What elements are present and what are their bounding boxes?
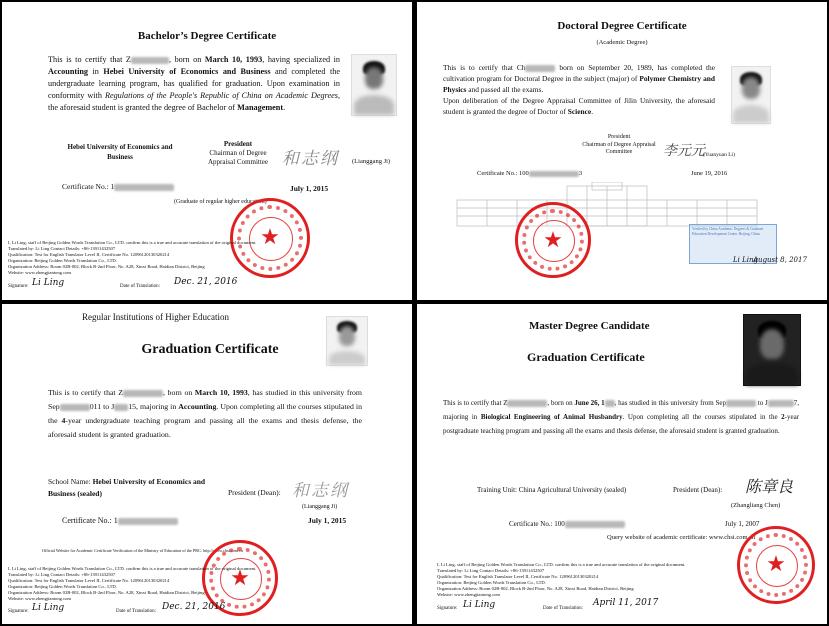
official-website-note: Official Website for Academic Certificate Verification of the Ministry of Education of the PRC: http://www.chsi.com.cn bbox=[42, 548, 243, 553]
certificate-number: Certificate No.: 100 3 bbox=[477, 170, 583, 177]
student-photo bbox=[743, 314, 801, 386]
verification-date: August 8, 2017 bbox=[753, 256, 807, 264]
building-watermark bbox=[447, 182, 767, 230]
issue-date: July 1, 2007 bbox=[725, 520, 760, 528]
graduation-body: This is to certify that Z , born on June 26, 1 , has studied in this university from Sep to J 7, majoring in Biological Engineering of Animal Husbandry. Upon completing all the courses stipulated in the 2-year postgraduate teaching program and passing all the exams and thesis defense, the aforesaid student is granted graduation. bbox=[443, 399, 800, 435]
president-block: President Chairman of Degree Appraisal Committee bbox=[207, 140, 269, 166]
graduation-title: Graduation Certificate bbox=[141, 342, 279, 357]
graduation-title: Graduation Certificate bbox=[527, 350, 645, 364]
verification-stamp: Verified by China Academic Degrees & Graduate Education Development Center. Beijing, China bbox=[689, 224, 777, 264]
doctoral-subtitle: (Academic Degree) bbox=[596, 39, 648, 46]
signature-label: Signature: bbox=[8, 284, 29, 289]
issue-date: June 19, 2016 bbox=[691, 170, 728, 177]
doctoral-title: Doctoral Degree Certificate bbox=[557, 20, 687, 32]
issue-date: July 1, 2015 bbox=[290, 184, 329, 193]
signer-name: (Yuanyuan Li) bbox=[703, 152, 735, 158]
candidate-header: Master Degree Candidate bbox=[529, 320, 650, 332]
bachelor-body: This is to certify that Z , born on March 10, 1993, having specialized in Accounting in Hebei University of Economics and Business and completed the undergraduate learning program, has qualified for graduation. Upon examination in conformity with Regulations of the People's Republic of China on Academic Degrees, the aforesaid student is granted the degree of Bachelor of Management. bbox=[48, 55, 340, 112]
institution-header: Regular Institutions of Higher Education bbox=[82, 312, 229, 322]
redaction bbox=[131, 57, 169, 64]
president-label: President (Dean): bbox=[228, 488, 281, 497]
date-of-translation-label: Date of Translation: bbox=[116, 609, 156, 614]
date-of-translation-label: Date of Translation: bbox=[120, 284, 160, 289]
certificate-number: Certificate No.: 1 bbox=[62, 516, 178, 525]
signature-label: Signature: bbox=[8, 609, 29, 614]
president-signature: 李元元 bbox=[663, 143, 705, 159]
signer-name: (Zhangliang Chen) bbox=[731, 502, 781, 509]
student-photo bbox=[326, 316, 368, 366]
graduation-certificate-panel-2 bbox=[417, 304, 827, 624]
verification-signature: Li Ling bbox=[733, 256, 758, 264]
translator-statement: I, Li Ling, staff of Beijing Golden Words Translation Co., LTD. confirm this is a true and accurate translation of the original document. Translated by: Li Ling Contact Details: +86-13911432507 Qualification: Test for English Translator Level II, Certificate No. 12096120130320214 Organization: Beijing Golden Words Translation Co., LTD. Organization Address: Room 02B-002, Block B-2nd Floor, No. A28, Xinxi Road, Haidian District, Beijing Website: www.zhengjiantong.com bbox=[8, 240, 257, 275]
translation-seal: ★ bbox=[515, 202, 591, 278]
doctoral-certificate-panel bbox=[417, 2, 827, 300]
president-block: President Chairman of Degree Appraisal Committee bbox=[582, 134, 656, 155]
certificate-number: Certificate No.: 100 bbox=[509, 520, 625, 528]
date-of-translation-label: Date of Translation: bbox=[543, 606, 583, 611]
school-name: Hebei University of Economics and Business bbox=[67, 143, 173, 161]
signer-name: (Lianggang Ji) bbox=[302, 504, 338, 510]
school-name-block: School Name: Hebei University of Economics and Business (sealed) bbox=[48, 477, 206, 498]
translator-signature: Li Ling bbox=[463, 600, 496, 610]
graduate-type: (Graduate of regular higher education) bbox=[174, 199, 267, 205]
translation-seal: ★ bbox=[202, 540, 278, 616]
certificate-number: Certificate No.: 1 bbox=[62, 182, 174, 191]
president-signature: 和志纲 bbox=[292, 481, 349, 501]
president-signature: 和志纲 bbox=[282, 149, 339, 169]
translator-statement: I, Li Ling, staff of Beijing Golden Words Translation Co., LTD. confirm this is a true and accurate translation of the original document. Translated by: Li Ling Contact Details: +86-13911432507 Qualification: Test for English Translator Level II, Certificate No. 12096120130320214 Organization: Beijing Golden Words Translation Co., LTD. Organization Address: Room 02B-002, Block B-2nd Floor, No. A28, Xinxi Road, Haidian District, Beijing Website: www.zhengjiantong.com bbox=[437, 562, 686, 597]
translation-date: April 11, 2017 bbox=[593, 598, 659, 608]
translator-signature: Li Ling bbox=[32, 603, 65, 613]
translation-date: Dec. 21, 2016 bbox=[174, 277, 238, 287]
training-unit: Training Unit: China Agricultural University (sealed) bbox=[477, 486, 627, 494]
graduation-certificate-panel-1 bbox=[2, 304, 412, 624]
graduation-body: This is to certify that Z , born on March 10, 1993, has studied in this university from Sep 011 to J 15, majoring in Accounting. Upon completing all the courses stipulated in the 4-year undergraduate teaching program and passing all the exams and thesis defense, the aforesaid student is granted graduation. bbox=[48, 388, 362, 439]
query-website: Query website of academic certificate: www.chsi.com.cn bbox=[607, 534, 756, 541]
student-photo bbox=[731, 66, 771, 124]
translator-signature: Li Ling bbox=[32, 278, 65, 288]
student-photo bbox=[351, 54, 397, 116]
translator-statement: I, Li Ling, staff of Beijing Golden Words Translation Co., LTD. confirm this is a true and accurate translation of the original document. Translated by: Li Ling Contact Details: +86-13911432507 Qualification: Test for English Translator Level II, Certificate No. 12096120130320214 Organization: Beijing Golden Words Translation Co., LTD. Organization Address: Room 02B-002, Block B-2nd Floor, No. A28, Xinxi Road, Haidian District, Beijing Website: www.zhengjiantong.com bbox=[8, 566, 257, 601]
bachelor-title: Bachelor’s Degree Certificate bbox=[137, 30, 277, 42]
signer-name: (Lianggang Ji) bbox=[352, 158, 391, 165]
translation-seal: ★ bbox=[737, 526, 815, 604]
translation-seal: ★ bbox=[230, 198, 310, 278]
issue-date: July 1, 2015 bbox=[308, 516, 347, 525]
president-signature: 陈章良 bbox=[745, 477, 794, 496]
signature-label: Signature: bbox=[437, 606, 458, 611]
doctoral-body: This is to certify that Ch born on September 20, 1989, has completed the cultivation program for Doctoral Degree in the subject (major) of Polymer Chemistry and Physics and passed all the exams. Upon deliberation of the Degree Appraisal Committee of Jilin University, the aforesaid student is granted the degree of Doctor of Science. bbox=[443, 63, 716, 116]
bachelor-certificate-panel bbox=[2, 2, 412, 300]
president-label: President (Dean): bbox=[673, 486, 723, 494]
translation-date: Dec. 21, 2016 bbox=[162, 602, 226, 612]
